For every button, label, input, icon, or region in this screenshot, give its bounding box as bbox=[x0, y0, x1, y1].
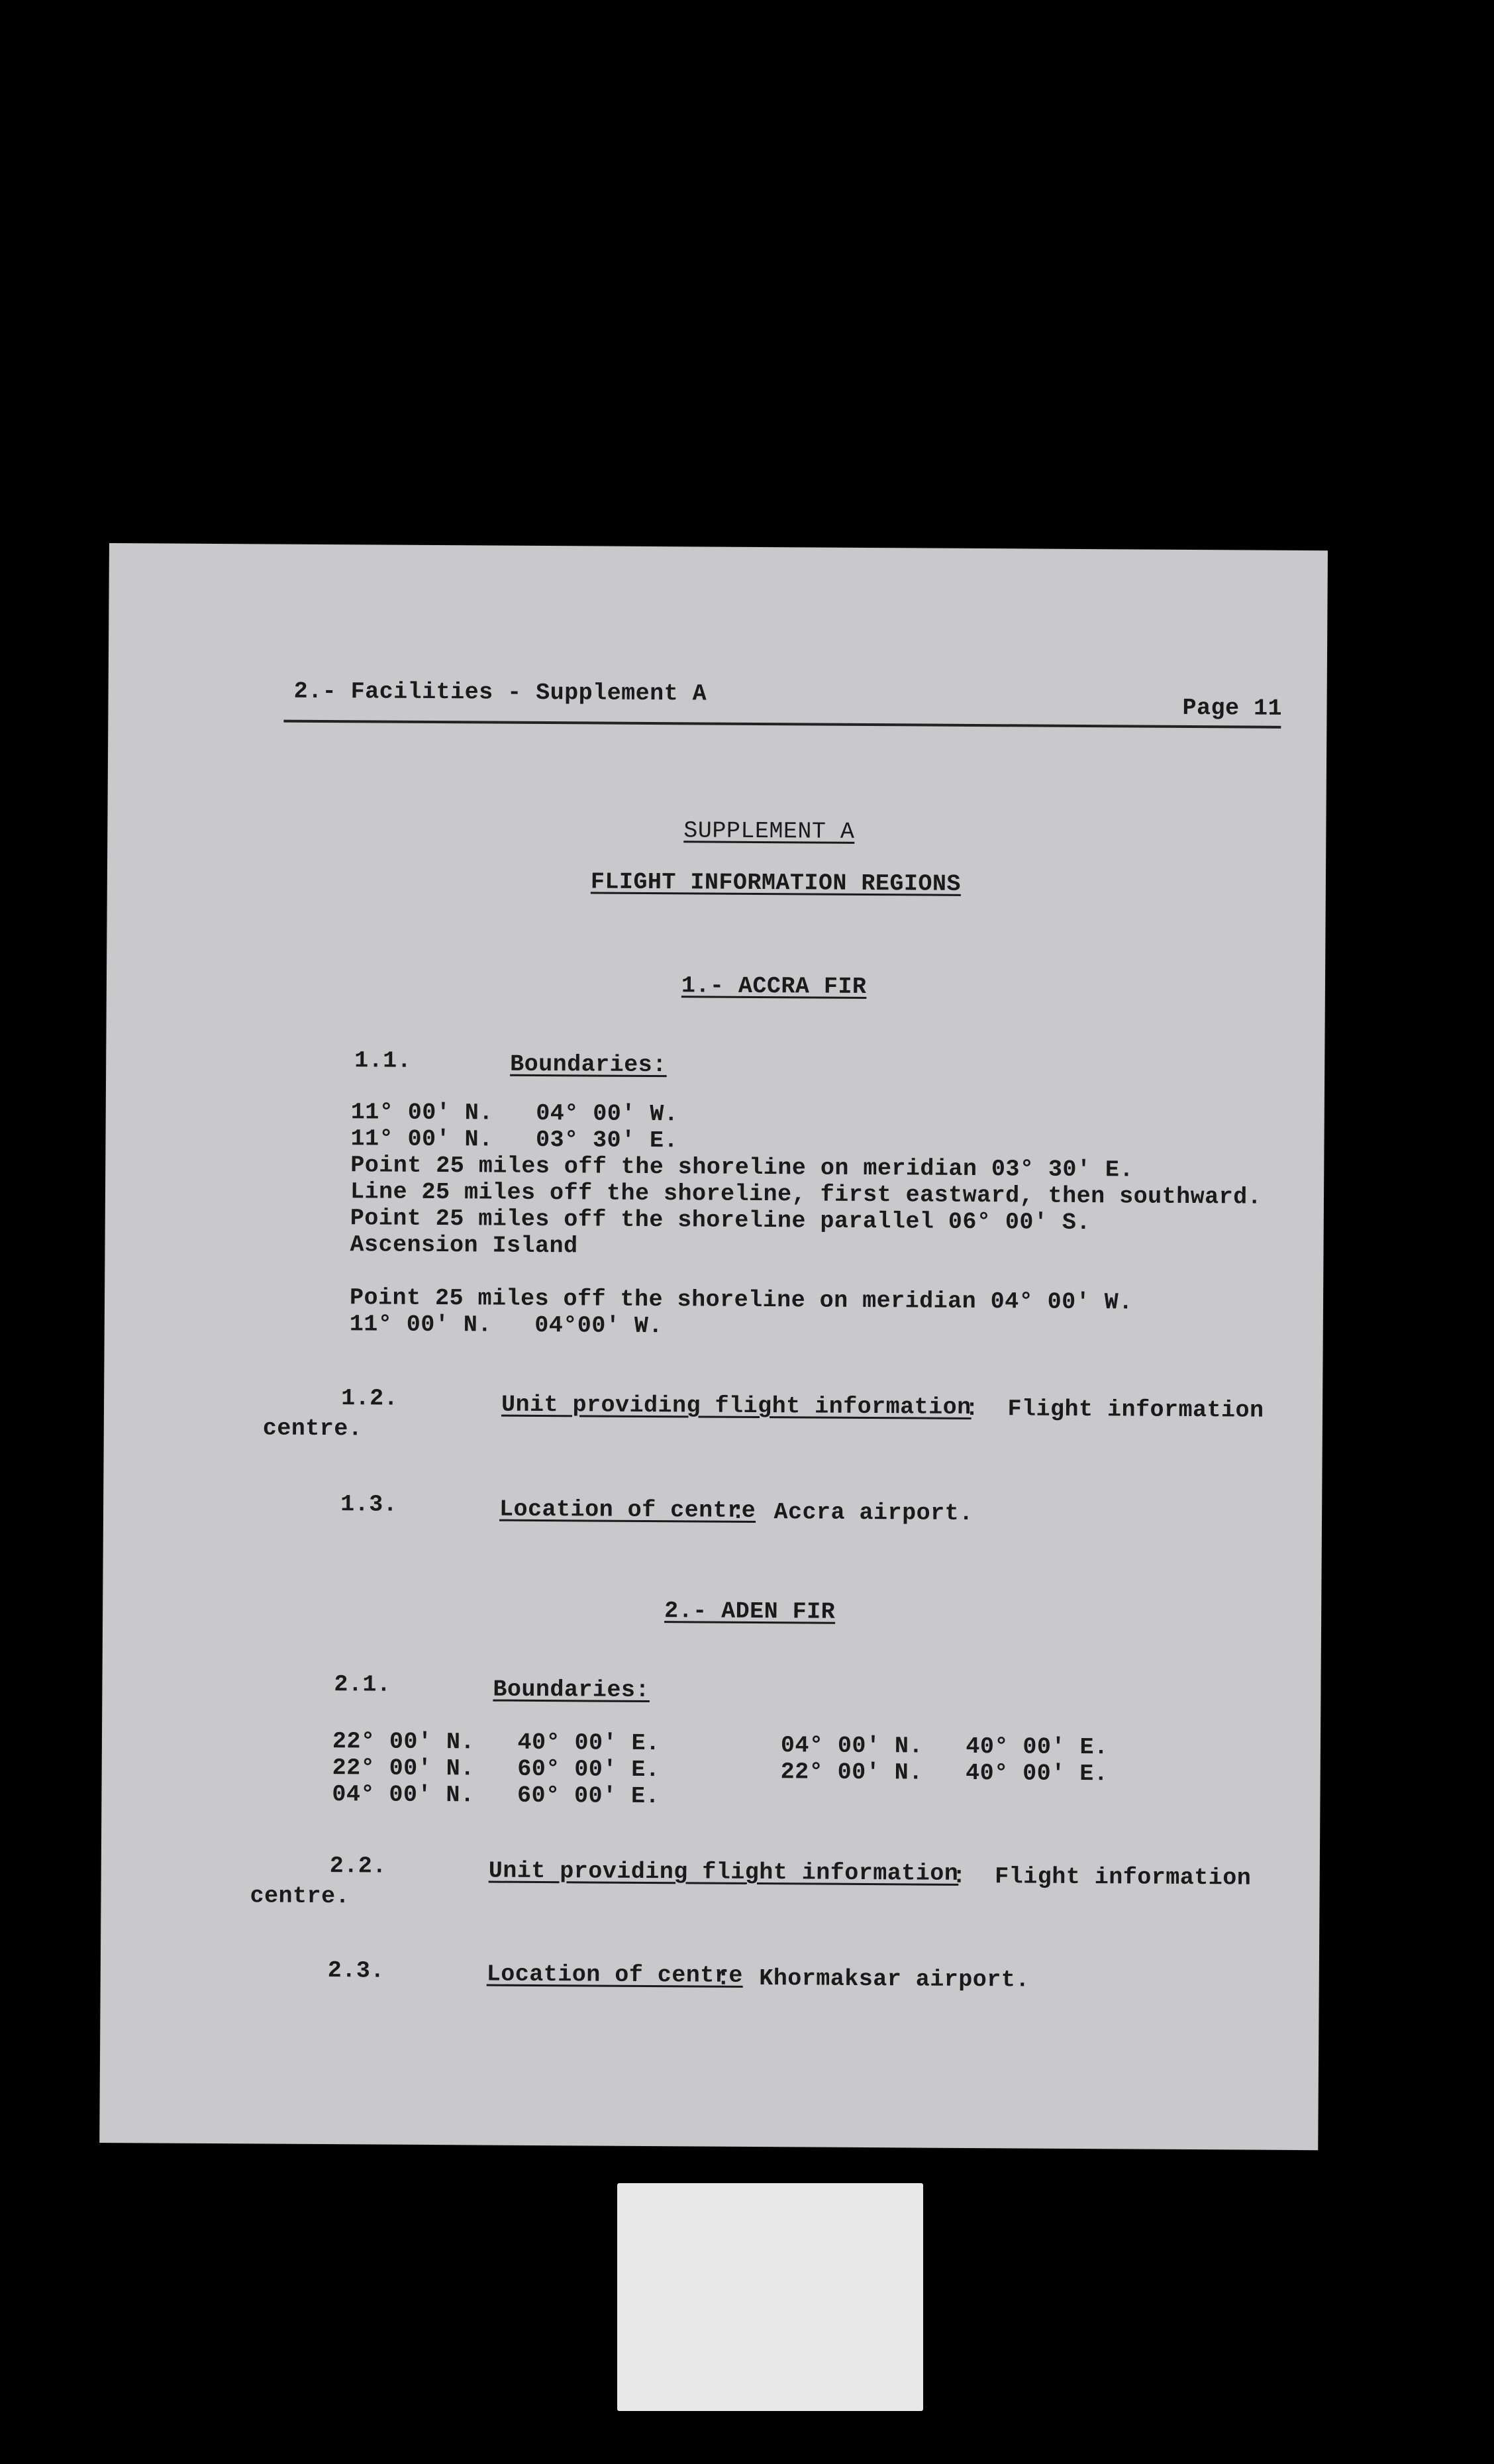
section-label: Unit providing flight information bbox=[501, 1391, 971, 1421]
blank-card bbox=[617, 2183, 923, 2411]
section-label: Unit providing flight information bbox=[488, 1857, 959, 1887]
boundary-line: 11° 00' N. 04°00' W. bbox=[349, 1311, 663, 1340]
section-value: : Flight information bbox=[952, 1863, 1252, 1892]
section-value: : Accra airport. bbox=[730, 1498, 973, 1527]
section-number: 1.1. bbox=[354, 1047, 412, 1074]
section-heading-aden: 2.- ADEN FIR bbox=[664, 1598, 836, 1625]
boundary-line: Point 25 miles off the shoreline on meridian 03° 30' E. bbox=[350, 1152, 1134, 1184]
boundary-line: 22° 00' N. 40° 00' E. bbox=[780, 1759, 1109, 1788]
boundary-line: 11° 00' N. 03° 30' E. bbox=[350, 1125, 679, 1155]
section-label: Boundaries: bbox=[493, 1676, 650, 1704]
section-number: 2.3. bbox=[327, 1957, 385, 1984]
supplement-title: SUPPLEMENT A bbox=[683, 817, 855, 845]
page-number: Page 11 bbox=[1182, 694, 1283, 722]
document-title: FLIGHT INFORMATION REGIONS bbox=[590, 868, 962, 898]
section-label: Location of centre bbox=[499, 1496, 756, 1524]
boundary-line: 22° 00' N. 60° 00' E. bbox=[332, 1755, 660, 1784]
boundary-line: Point 25 miles off the shoreline on meridian 04° 00' W. bbox=[349, 1284, 1133, 1316]
header-rule bbox=[283, 720, 1281, 729]
running-header: 2.- Facilities - Supplement A bbox=[293, 678, 707, 707]
section-number: 1.3. bbox=[340, 1491, 398, 1518]
section-number: 2.1. bbox=[334, 1671, 391, 1698]
section-value-continued: centre. bbox=[262, 1415, 363, 1443]
section-label: Boundaries: bbox=[510, 1051, 667, 1079]
boundary-line: 11° 00' N. 04° 00' W. bbox=[350, 1099, 679, 1128]
boundary-line: 04° 00' N. 40° 00' E. bbox=[780, 1732, 1109, 1761]
boundary-line: Ascension Island bbox=[350, 1231, 578, 1260]
boundary-line: 22° 00' N. 40° 00' E. bbox=[332, 1728, 660, 1757]
boundary-line: 04° 00' N. 60° 00' E. bbox=[332, 1781, 660, 1810]
boundary-line: Line 25 miles off the shoreline, first eastward, then southward. bbox=[350, 1178, 1262, 1211]
section-value-continued: centre. bbox=[250, 1882, 350, 1910]
section-heading-accra: 1.- ACCRA FIR bbox=[681, 972, 867, 1000]
section-number: 2.2. bbox=[329, 1853, 387, 1880]
section-value: : Flight information bbox=[964, 1395, 1264, 1424]
section-label: Location of centre bbox=[486, 1961, 743, 1989]
document-page bbox=[99, 543, 1328, 2150]
section-value: : Khormaksar airport. bbox=[716, 1965, 1030, 1994]
boundary-line: Point 25 miles off the shoreline parallel 06° 00' S. bbox=[350, 1205, 1091, 1237]
section-number: 1.2. bbox=[340, 1385, 399, 1412]
